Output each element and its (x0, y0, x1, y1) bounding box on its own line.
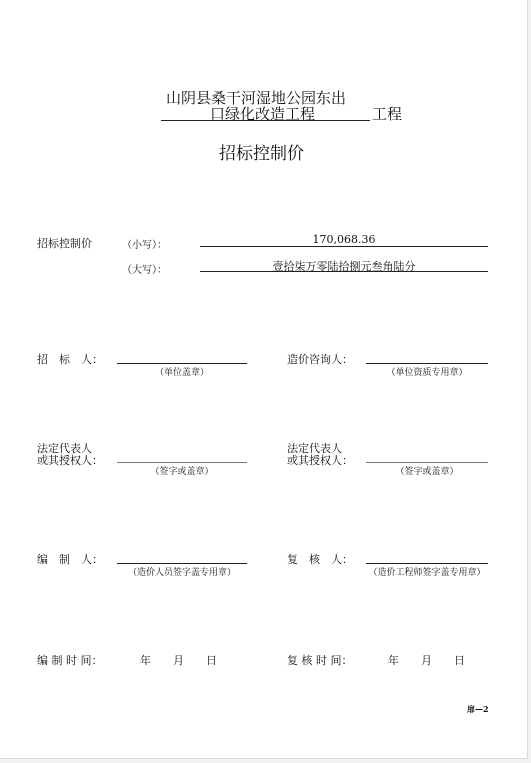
consultant-label: 造价咨询人： (287, 353, 353, 366)
compiler-note: （造价人员签字盖专用章） (127, 568, 236, 578)
page-code: 扉—2 (467, 704, 489, 714)
legal-rep-note: （签字或盖章） (150, 467, 214, 477)
reviewer-label: 复 核 人： (287, 553, 353, 566)
compile-date-label: 编 制 时 间： (37, 654, 103, 667)
compiler-label: 编 制 人： (37, 553, 103, 566)
tenderer-underline (117, 363, 247, 364)
tenderer-note: （单位盖章） (154, 368, 209, 378)
legal-rep2-underline (366, 462, 488, 463)
tenderer-label: 招 标 人： (37, 353, 103, 366)
legal-rep2-label-line1: 法定代表人 (287, 442, 342, 455)
compile-date-value: 年 月 日 (140, 654, 217, 667)
legal-rep-label-line2: 或其授权人： (37, 454, 103, 467)
reviewer-underline (366, 563, 488, 564)
legal-rep-label-line1: 法定代表人 (37, 442, 92, 455)
review-date-label: 复 核 时 间： (287, 654, 353, 667)
price-big-underline (200, 271, 488, 272)
consultant-note: （单位资质专用章） (386, 368, 468, 378)
price-big-value: 壹拾柒万零陆拾捌元叁角陆分 (272, 260, 416, 273)
consultant-underline (366, 363, 488, 364)
project-title-line1: 山阴县桑干河湿地公园东出 (166, 89, 347, 107)
reviewer-note: （造价工程师签字盖专用章） (368, 568, 486, 578)
price-big-label: （大写）： (122, 265, 167, 276)
project-title-suffix: 工程 (372, 105, 403, 123)
price-small-underline (200, 246, 488, 247)
review-date-value: 年 月 日 (388, 654, 465, 667)
price-label: 招标控制价 (37, 237, 92, 250)
legal-rep-underline (117, 462, 247, 463)
document-subtitle: 招标控制价 (219, 144, 304, 164)
compiler-underline (117, 563, 247, 564)
price-small-label: （小写）： (122, 240, 167, 251)
price-small-value: 170,068.36 (312, 233, 376, 246)
legal-rep2-label-line2: 或其授权人： (287, 454, 353, 467)
project-title-line2: 口绿化改造工程 (210, 105, 316, 123)
title-underline (161, 120, 370, 121)
legal-rep2-note: （签字或盖章） (395, 467, 459, 477)
